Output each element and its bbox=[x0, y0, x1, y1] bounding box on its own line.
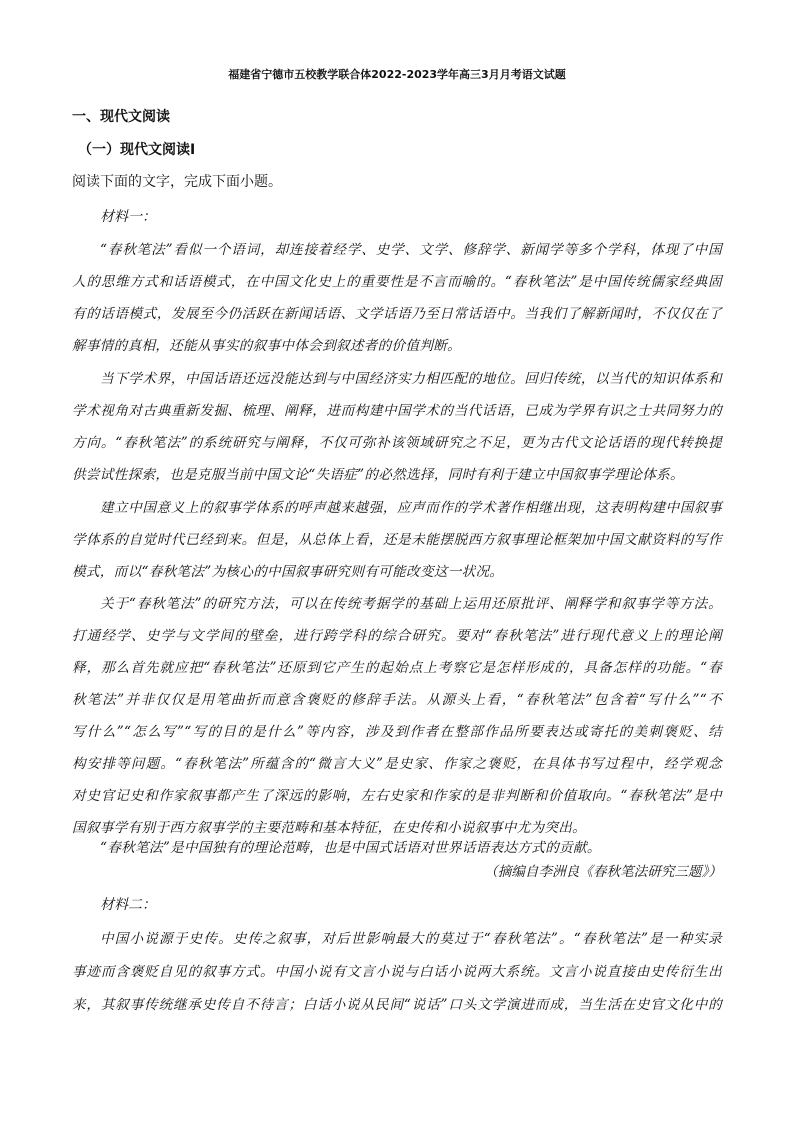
paragraph-line: 对史官记史和作家叙事都产生了深远的影响，左右史家和作家的是非判断和价值取向。“春秋笔法”是中 bbox=[72, 788, 722, 804]
source-citation: （摘编自李洲良《春秋笔法研究三题》） bbox=[484, 864, 722, 880]
paragraph-line: 关于“春秋笔法”的研究方法，可以在传统考据学的基础上运用还原批评、阐释学和叙事学等方法。 bbox=[100, 596, 722, 612]
paragraph-line: 有的话语模式，发展至今仍活跃在新闻话语、文学话语乃至日常话语中。当我们了解新闻时，不仅仅在了 bbox=[72, 306, 722, 322]
paragraph-line: 写什么”“怎么写”“写的目的是什么”等内容，涉及到作者在整部作品所要表达或寄托的美刺褒贬、结 bbox=[72, 724, 722, 740]
paragraph-line: 学术视角对古典重新发掘、梳理、阐释，进而构建中国学术的当代话语，已成为学界有识之士共同努力的 bbox=[72, 403, 722, 419]
paragraph-line: 人的思维方式和话语模式，在中国文化史上的重要性是不言而喻的。“春秋笔法”是中国传统儒家经典固 bbox=[72, 274, 722, 290]
paragraph-line: 中国小说源于史传。史传之叙事，对后世影响最大的莫过于“春秋笔法”。“春秋笔法”是一种实录 bbox=[100, 931, 722, 947]
paragraph-line: 供尝试性探索，也是克服当前中国文论“失语症”的必然选择，同时有利于建立中国叙事学理论体系。 bbox=[72, 467, 684, 483]
material-2-label: 材料二： bbox=[100, 897, 156, 913]
paragraph-line: 学体系的自觉时代已经到来。但是，从总体上看，还是未能摆脱西方叙事理论框架加中国文献资料的写作 bbox=[72, 532, 722, 548]
paragraph-line: 秋笔法”并非仅仅是用笔曲折而意含褒贬的修辞手法。从源头上看，“春秋笔法”包含着“写什么”“不 bbox=[72, 692, 722, 708]
paragraph-line: 方向。“春秋笔法”的系统研究与阐释，不仅可弥补该领域研究之不足，更为古代文论话语的现代转换提 bbox=[72, 435, 722, 451]
paragraph-line: 模式，而以“春秋笔法”为核心的中国叙事研究则有可能改变这一状况。 bbox=[72, 564, 504, 580]
paragraph-line: 国叙事学有别于西方叙事学的主要范畴和基本特征，在史传和小说叙事中尤为突出。 bbox=[72, 820, 587, 836]
paragraph-line: 构安排等问题。“春秋笔法”所蕴含的“微言大义”是史家、作家之褒贬，在具体书写过程中，经学观念 bbox=[72, 756, 722, 772]
section-heading: 一、现代文阅读 bbox=[72, 109, 170, 125]
document-title: 福建省宁德市五校教学联合体2022-2023学年高三3月月考语文试题 bbox=[228, 68, 566, 81]
paragraph-line: 事迹而含褒贬自见的叙事方式。中国小说有文言小说与白话小说两大系统。文言小说直接由史传衍生出 bbox=[72, 964, 722, 980]
paragraph-line: “春秋笔法”是中国独有的理论范畴，也是中国式话语对世界话语表达方式的贡献。 bbox=[100, 840, 601, 856]
reading-instruction: 阅读下面的文字，完成下面小题。 bbox=[72, 174, 282, 190]
paragraph-line: 释，那么首先就应把“春秋笔法”还原到它产生的起始点上考察它是怎样形成的，具备怎样的功能。“春 bbox=[72, 660, 722, 676]
paragraph-line: 来，其叙事传统继承史传自不待言；白话小说从民间“说话”口头文学演进而成，当生活在史官文化中的 bbox=[72, 997, 722, 1013]
material-1-label: 材料一： bbox=[100, 209, 156, 225]
paragraph-line: 当下学术界，中国话语还远没能达到与中国经济实力相匹配的地位。回归传统，以当代的知识体系和 bbox=[100, 371, 722, 387]
paragraph-line: 解事情的真相，还能从事实的叙事中体会到叙述者的价值判断。 bbox=[72, 338, 462, 354]
paragraph-line: 建立中国意义上的叙事学体系的呼声越来越强，应声而作的学术著作相继出现，这表明构建中国叙事 bbox=[100, 500, 722, 516]
paragraph-line: “春秋笔法”看似一个语词，却连接着经学、史学、文学、修辞学、新闻学等多个学科，体现了中国 bbox=[100, 242, 722, 258]
paragraph-line: 打通经学、史学与文学间的壁垒，进行跨学科的综合研究。要对“春秋笔法”进行现代意义上的理论阐 bbox=[72, 628, 722, 644]
subsection-heading: （一）现代文阅读Ⅰ bbox=[78, 142, 196, 158]
